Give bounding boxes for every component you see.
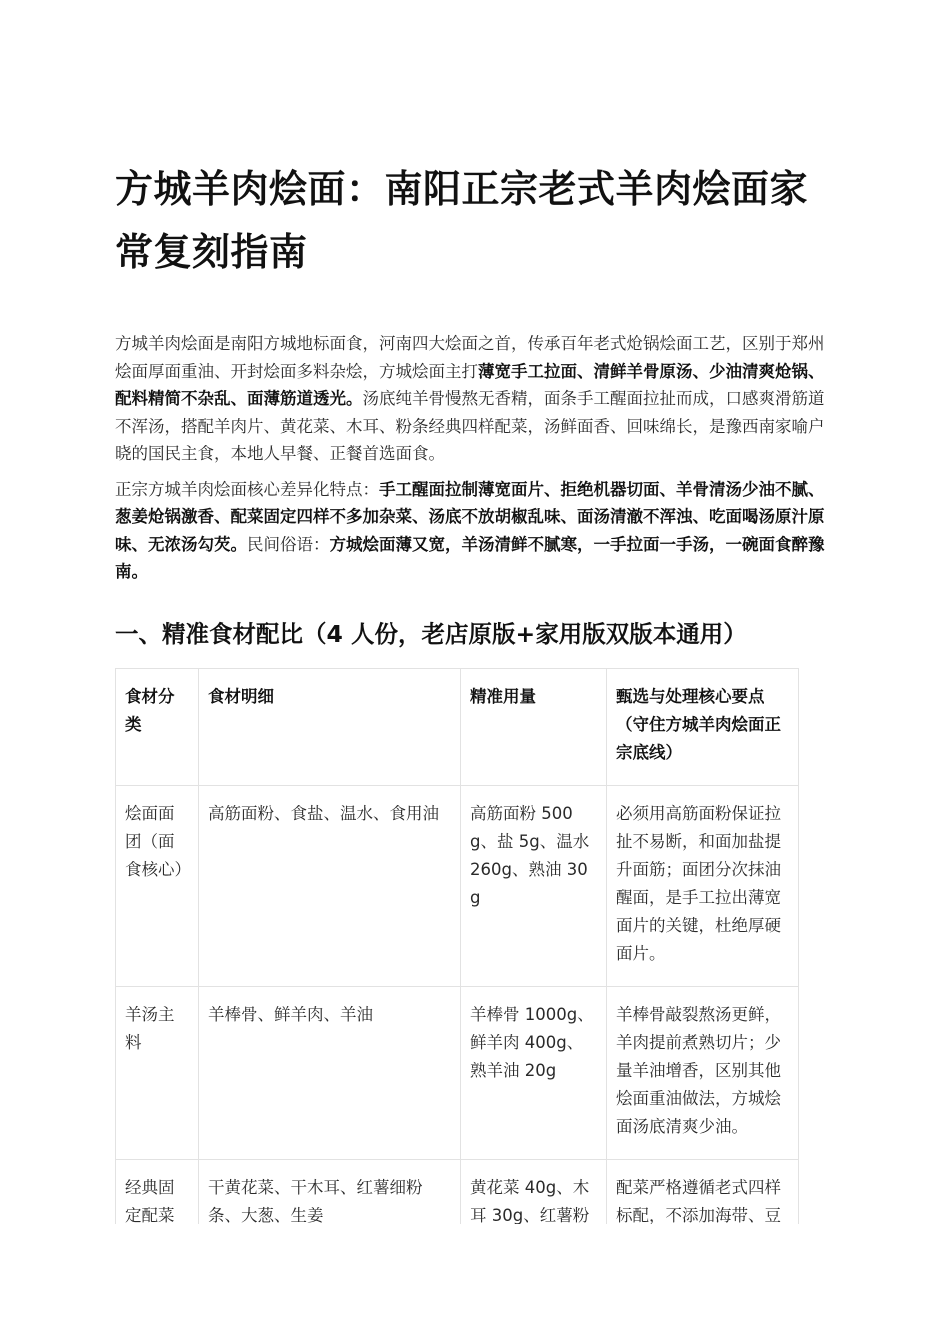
- document-page: [115, 158, 840, 1305]
- intro-highlight: 手工醒面拉制薄宽面片、拒绝机器切面、羊骨清汤少油不腻、葱姜炝锅激香、配菜固定四样不多加杂菜、汤底不放胡椒乱味、面汤清澈不浑浊、吃面喝汤原汁原味、无浓汤勾芡。: [115, 479, 825, 554]
- folk-saying: 方城烩面薄又宽，羊汤清鲜不腻寒，一手拉面一手汤，一碗面食醉豫南。: [115, 534, 825, 581]
- table-cell: 羊棒骨、鲜羊肉、羊油: [199, 986, 461, 1159]
- table-cell: 羊棒骨 1000g、鲜羊肉 400g、熟羊油 20g: [461, 986, 607, 1159]
- table-cell: 烩面面团（面食核心）: [116, 785, 199, 986]
- intro-text: 正宗方城羊肉烩面核心差异化特点：: [115, 479, 379, 499]
- column-header: 食材明细: [199, 668, 461, 785]
- intro-text: 方城羊肉烩面是南阳方城地标面食，河南四大烩面之首，传承百年老式炝锅烩面工艺，区别于郑州烩面厚面重油、开封烩面多料杂烩，方城烩面主打: [115, 334, 825, 381]
- table-cell: 羊汤主料: [116, 986, 199, 1159]
- column-header: 甄选与处理核心要点（守住方城羊肉烩面正宗底线）: [607, 668, 799, 785]
- page-title: 方城羊肉烩面：南阳正宗老式羊肉烩面家常复刻指南: [115, 167, 809, 274]
- ingredient-table: [115, 668, 799, 1305]
- table-header-row: [116, 668, 799, 785]
- page-bottom-margin: [113, 1224, 813, 1344]
- table-cell: 黄花菜 40g、木耳 30g、红薯粉: [461, 1159, 607, 1304]
- table-cell: 配菜严格遵循老式四样标配，不添加海带、豆: [607, 1159, 799, 1304]
- column-header: 精准用量: [461, 668, 607, 785]
- table-row: [116, 986, 799, 1159]
- section-heading: 一、精准食材配比（4 人份，老店原版+家用版双版本通用）: [115, 619, 747, 648]
- intro-paragraph-2: [115, 476, 840, 586]
- intro-text: 汤底纯羊骨慢熬无香精，面条手工醒面拉扯而成，口感爽滑筋道不浑汤，搭配羊肉片、黄花菜、木耳、粉条经典四样配菜，汤鲜面香、回味绵长，是豫西南家喻户晓的国民主食，本地人早餐、正餐首选面食。: [115, 389, 825, 463]
- table-cell: 干黄花菜、干木耳、红薯细粉条、大葱、生姜: [199, 1159, 461, 1304]
- table-cell: 羊棒骨敲裂熬汤更鲜，羊肉提前煮熟切片；少量羊油增香，区别其他烩面重油做法，方城烩面汤底清爽少油。: [607, 986, 799, 1159]
- table-cell: 必须用高筋面粉保证拉扯不易断，和面加盐提升面筋；面团分次抹油醒面，是手工拉出薄宽面片的关键，杜绝厚硬面片。: [607, 785, 799, 986]
- table-cell: 经典固定配菜: [116, 1159, 199, 1304]
- table-cell: 高筋面粉、食盐、温水、食用油: [199, 785, 461, 986]
- intro-paragraph-1: [115, 330, 840, 468]
- table-cell: 高筋面粉 500g、盐 5g、温水 260g、熟油 30g: [461, 785, 607, 986]
- intro-text: 民间俗语：: [247, 534, 330, 554]
- table-row: [116, 785, 799, 986]
- intro-highlight: 薄宽手工拉面、清鲜羊骨原汤、少油清爽炝锅、配料精简不杂乱、面薄筋道透光。: [115, 361, 825, 408]
- column-header: 食材分类: [116, 668, 199, 785]
